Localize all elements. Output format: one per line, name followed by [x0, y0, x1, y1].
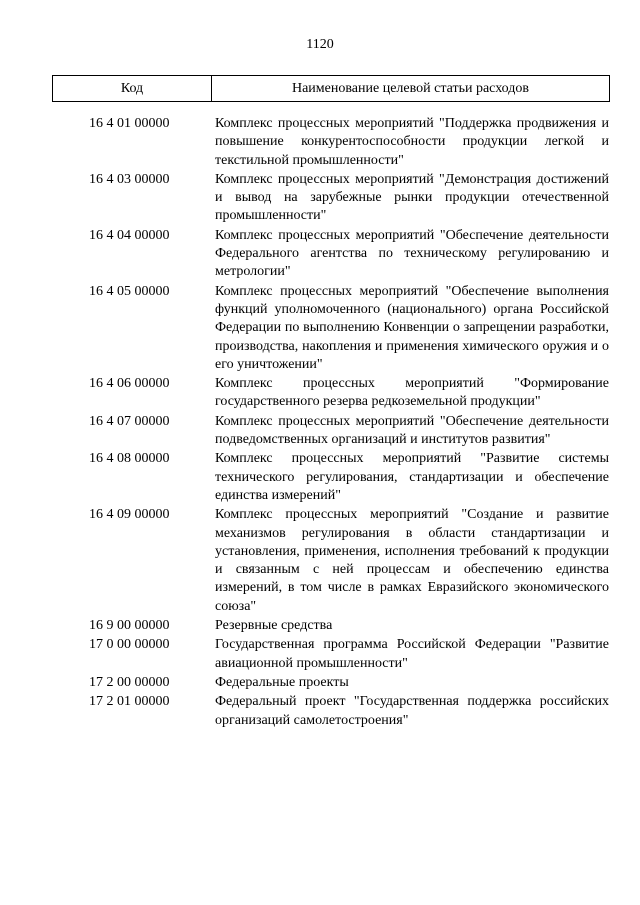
row-name: Комплекс процессных мероприятий "Обеспечение деятельности подведомственных организаций и институтов развития": [215, 413, 609, 448]
row-code: 17 0 00 00000: [89, 637, 170, 653]
column-header-name: Наименование целевой статьи расходов: [291, 80, 530, 96]
table-row: [0, 375, 640, 412]
row-code: 17 2 00 00000: [89, 674, 170, 690]
table-body: [0, 115, 640, 731]
table-row: [0, 227, 640, 282]
row-name: Комплекс процессных мероприятий "Поддержка продвижения и повышение конкурентоспособности продукции легкой и текстильной промышленности": [215, 116, 609, 168]
table-row: [0, 115, 640, 170]
row-code: 16 4 05 00000: [89, 283, 170, 299]
column-header-code: Код: [53, 76, 212, 101]
table-row: [0, 171, 640, 226]
row-name: Государственная программа Российской Федерации "Развитие авиационной промышленности": [215, 637, 609, 671]
row-code: 16 4 07 00000: [89, 413, 170, 429]
table-row: [0, 506, 640, 616]
table-row: [0, 693, 640, 730]
row-name: Комплекс процессных мероприятий "Создание и развитие механизмов регулирования в области стандартизации и установления, применения, исполнения требований к продукции и связанным с ней процессам и обеспечению единства измерений, в том числе в рамках Евразийского экономического союза": [215, 507, 609, 614]
row-name: Федеральные проекты: [215, 674, 349, 690]
table-row: [0, 450, 640, 505]
page-number: 1120: [306, 37, 334, 52]
table-row: [0, 283, 640, 374]
row-code: 16 4 08 00000: [89, 451, 170, 467]
row-name: Комплекс процессных мероприятий "Развитие системы технического регулирования, стандартизации и обеспечение единства измерений": [215, 451, 609, 503]
table-row: [0, 636, 640, 673]
table-row: [0, 617, 640, 635]
row-code: 16 9 00 00000: [89, 618, 170, 634]
table-row: [0, 674, 640, 692]
row-name: Федеральный проект "Государственная поддержка российских организаций самолетостроения": [215, 694, 609, 728]
table-header: [52, 75, 610, 102]
row-code: 16 4 03 00000: [89, 171, 170, 187]
row-code: 17 2 01 00000: [89, 694, 170, 710]
row-code: 16 4 01 00000: [89, 116, 170, 131]
row-name: Комплекс процессных мероприятий "Обеспечение деятельности Федерального агентства по техническому регулированию и метрологии": [215, 227, 609, 280]
row-code: 16 4 04 00000: [89, 227, 170, 243]
table-row: [0, 413, 640, 450]
row-name: Комплекс процессных мероприятий "Формирование государственного резерва редкоземельной продукции": [215, 376, 609, 410]
row-code: 16 4 09 00000: [89, 507, 170, 523]
row-name: Комплекс процессных мероприятий "Обеспечение выполнения функций уполномоченного (национального) органа Российской Федерации по выполнению Конвенции о запрещении разработки, производства, накопления и применения химического оружия и о его уничтожении": [215, 283, 609, 372]
row-code: 16 4 06 00000: [89, 376, 170, 392]
row-name: Комплекс процессных мероприятий "Демонстрация достижений и вывод на зарубежные рынки продукции отечественной промышленности": [215, 171, 609, 224]
row-name: Резервные средства: [215, 618, 333, 634]
